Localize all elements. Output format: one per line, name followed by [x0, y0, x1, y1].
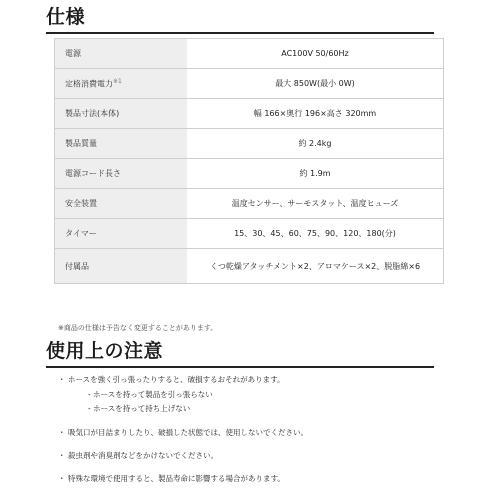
row-label-weight: 製品質量 [55, 129, 188, 159]
table-row [55, 159, 444, 189]
list-subitem: - ホースを持って製品を引っ張らない [88, 390, 213, 399]
spec-footnote: ※商品の仕様は予告なく変更することがあります。 [58, 324, 218, 332]
row-value-accessories: くつ乾燥アタッチメント×2、アロマケース×2、脱脂綿×6 [187, 249, 444, 284]
table-row [55, 219, 444, 249]
row-value-power: AC100V 50/60Hz [187, 39, 444, 69]
row-value-weight: 約 2.4kg [187, 129, 444, 159]
caution-heading-rule [46, 366, 434, 368]
spec-heading: 仕様 [46, 6, 86, 28]
row-label-safety: 安全装置 [55, 189, 188, 219]
table-row [55, 99, 444, 129]
footnote-marker: ※1 [113, 77, 122, 85]
table-row [55, 249, 444, 284]
table-row [55, 129, 444, 159]
list-item [58, 473, 285, 484]
list-subitem: - ホースを持って持ち上げない [88, 404, 191, 413]
list-item [58, 450, 218, 461]
table-row [55, 69, 444, 99]
table-row [55, 189, 444, 219]
spec-heading-rule [46, 32, 434, 34]
list-item [58, 374, 285, 385]
caution-text: ホースを強く引っ張ったりすると、破損するおそれがあります。 [68, 375, 285, 384]
row-label-timer: タイマー [55, 219, 188, 249]
row-value-safety: 温度センサー、サーモスタット、温度ヒューズ [187, 189, 444, 219]
bullet-dot: ・ [58, 375, 66, 384]
caution-text: 特殊な環境で使用すると、製品寿命に影響する場合があります。 [68, 474, 285, 483]
row-label-power: 電源 [55, 39, 188, 69]
bullet-dot: ・ [58, 428, 66, 437]
row-label-cord-length: 電源コード長さ [55, 159, 188, 189]
bullet-dot: ・ [58, 451, 66, 460]
row-value-consumption: 最大 850W(最小 0W) [187, 69, 444, 99]
row-value-dimensions: 幅 166×奥行 196×高さ 320mm [187, 99, 444, 129]
row-label-accessories: 付属品 [55, 249, 188, 284]
list-item [58, 427, 308, 438]
row-value-cord-length: 約 1.9m [187, 159, 444, 189]
caution-heading: 使用上の注意 [46, 340, 164, 362]
row-value-timer: 15、30、45、60、75、90、120、180(分) [187, 219, 444, 249]
bullet-dot: ・ [58, 474, 66, 483]
row-label-consumption [55, 69, 188, 99]
table-row [55, 39, 444, 69]
caution-text: 殺虫剤や消臭剤などをかけないでください。 [68, 451, 218, 460]
row-label-dimensions: 製品寸法(本体) [55, 99, 188, 129]
caution-text: 吸気口が目詰まりしたり、破損した状態では、使用しないでください。 [68, 428, 308, 437]
spec-table [54, 38, 444, 284]
row-label-consumption-text: 定格消費電力 [65, 79, 113, 89]
